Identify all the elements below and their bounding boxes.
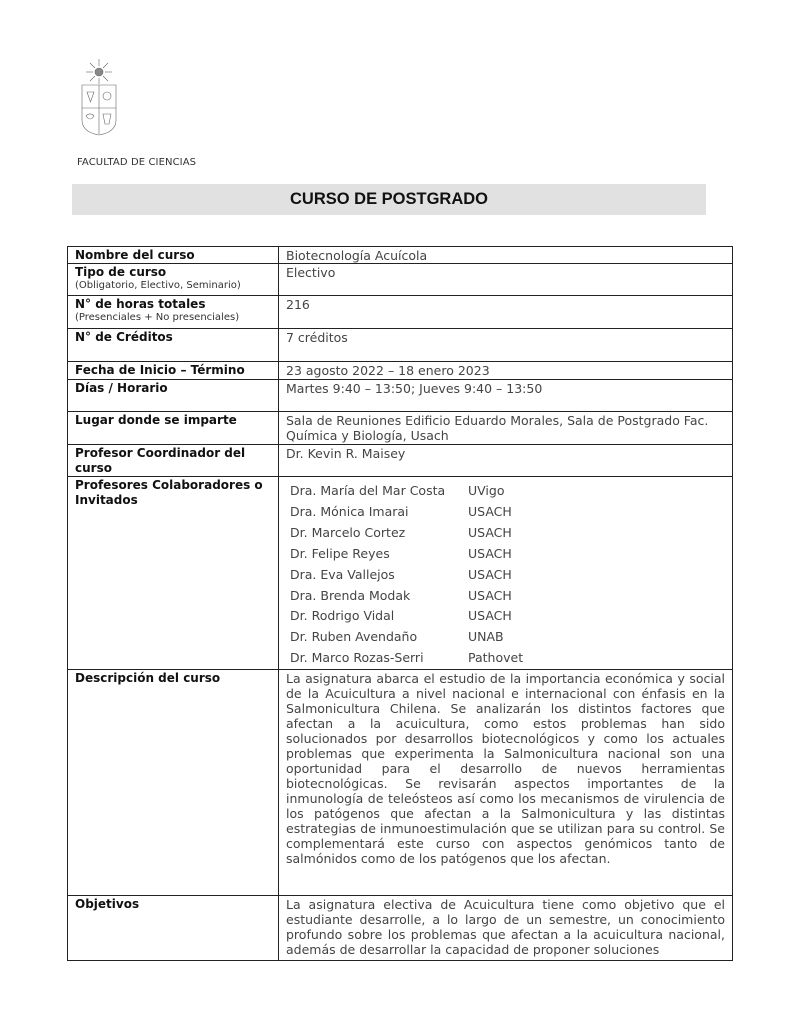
- course-info-table: [67, 246, 733, 961]
- objectives-value: La asignatura electiva de Acuicultura tiene como objetivo que el estudiante desarrolle, a lo largo de un semestre, un conocimiento profundo sobre los problemas que afectan a la acuicultura nacional, además de desarrollar la capacidad de proponer soluciones: [286, 897, 725, 958]
- row-objectives: [68, 896, 733, 961]
- collaborator-institution: USACH: [468, 566, 512, 582]
- total-hours-sublabel: (Presenciales + No presenciales): [75, 312, 240, 323]
- location-label: Lugar donde se imparte: [68, 412, 279, 445]
- row-location: [68, 412, 733, 445]
- credits-label: N° de Créditos: [68, 329, 279, 362]
- coordinator-value: Dr. Kevin R. Maisey: [279, 445, 733, 477]
- total-hours-label-cell: [68, 296, 279, 329]
- row-collaborators: [68, 477, 733, 670]
- row-description: [68, 670, 733, 896]
- collaborator-institution: USACH: [468, 503, 512, 519]
- collaborator-name: Dr. Rodrigo Vidal: [290, 608, 395, 624]
- course-type-value: Electivo: [279, 264, 733, 296]
- course-type-label-cell: [68, 264, 279, 296]
- collaborator-name: Dr. Marco Rozas-Serri: [290, 650, 424, 666]
- objectives-cell: [279, 896, 733, 961]
- coordinator-label: Profesor Coordinador del curso: [68, 445, 279, 477]
- course-type-sublabel: (Obligatorio, Electivo, Seminario): [75, 280, 241, 291]
- collaborators-list: [290, 481, 725, 669]
- collaborator-institution: USACH: [468, 587, 512, 603]
- credits-value: 7 créditos: [279, 329, 733, 362]
- collaborator-institution: UVigo: [468, 483, 505, 498]
- collaborator-institution: USACH: [468, 545, 512, 561]
- total-hours-label: N° de horas totales: [75, 297, 206, 311]
- collaborator-name: Dr. Marcelo Cortez: [290, 524, 406, 540]
- page-title: CURSO DE POSTGRADO: [289, 190, 489, 208]
- row-course-type: [68, 264, 733, 296]
- location-value: Sala de Reuniones Edificio Eduardo Morales, Sala de Postgrado Fac. Química y Biología, Usach: [279, 412, 733, 445]
- page-title-bar: [72, 184, 706, 215]
- course-type-label: Tipo de curso: [75, 265, 167, 279]
- collaborator-name: Dra. Eva Vallejos: [290, 566, 395, 582]
- description-value: La asignatura abarca el estudio de la importancia económica y social de la Acuicultura a nivel nacional e internacional con énfasis en la Salmonicultura Chilena. Se analizarán los distintos factores que afectan a la acuicultura, como estos problemas han sido solucionados por desarrollos biotecnológicos y como los actuales problemas que experimenta la Salmonicultura nacional son una oportunidad para el desarrollo de nuevos herramientas biotecnológicas. Se revisarán aspectos importantes de la inmunología de teleósteos así como los mecanismos de virulencia de los patógenos que afectan a la Salmonicultura y las distintas estrategias de inmunoestimulación que se utilizan para su control. Se complementará este curso con aspectos genómicos tanto de salmónidos como de los patógenos que los afectan.: [279, 670, 733, 896]
- collaborator-institution: USACH: [468, 608, 512, 624]
- collaborator-name: Dra. Brenda Modak: [290, 587, 411, 603]
- schedule-label: Días / Horario: [68, 380, 279, 412]
- university-seal-logo: [79, 58, 119, 136]
- collaborators-cell: [279, 477, 733, 670]
- course-name-value: Biotecnología Acuícola: [279, 247, 733, 264]
- description-label: Descripción del curso: [68, 670, 279, 896]
- row-coordinator: [68, 445, 733, 477]
- row-total-hours: [68, 296, 733, 329]
- collaborator-name: Dra. Mónica Imarai: [290, 503, 409, 519]
- collaborator-name: Dr. Felipe Reyes: [290, 545, 390, 561]
- collaborator-institution: UNAB: [468, 629, 504, 645]
- row-course-name: [68, 247, 733, 264]
- collaborator-name: Dra. María del Mar Costa: [290, 483, 446, 498]
- faculty-name: FACULTAD DE CIENCIAS: [77, 157, 197, 168]
- dates-value: 23 agosto 2022 – 18 enero 2023: [279, 362, 733, 380]
- collaborators-label: Profesores Colaboradores o Invitados: [68, 477, 279, 670]
- collaborator-institution: Pathovet: [468, 650, 524, 666]
- course-name-label: Nombre del curso: [68, 247, 279, 264]
- collaborator-institution: USACH: [468, 524, 512, 540]
- row-dates: [68, 362, 733, 380]
- total-hours-value: 216: [279, 296, 733, 329]
- objectives-label: Objetivos: [68, 896, 279, 961]
- collaborator-name: Dr. Ruben Avendaño: [290, 629, 418, 645]
- row-schedule: [68, 380, 733, 412]
- row-credits: [68, 329, 733, 362]
- dates-label: Fecha de Inicio – Término: [68, 362, 279, 380]
- schedule-value: Martes 9:40 – 13:50; Jueves 9:40 – 13:50: [279, 380, 733, 412]
